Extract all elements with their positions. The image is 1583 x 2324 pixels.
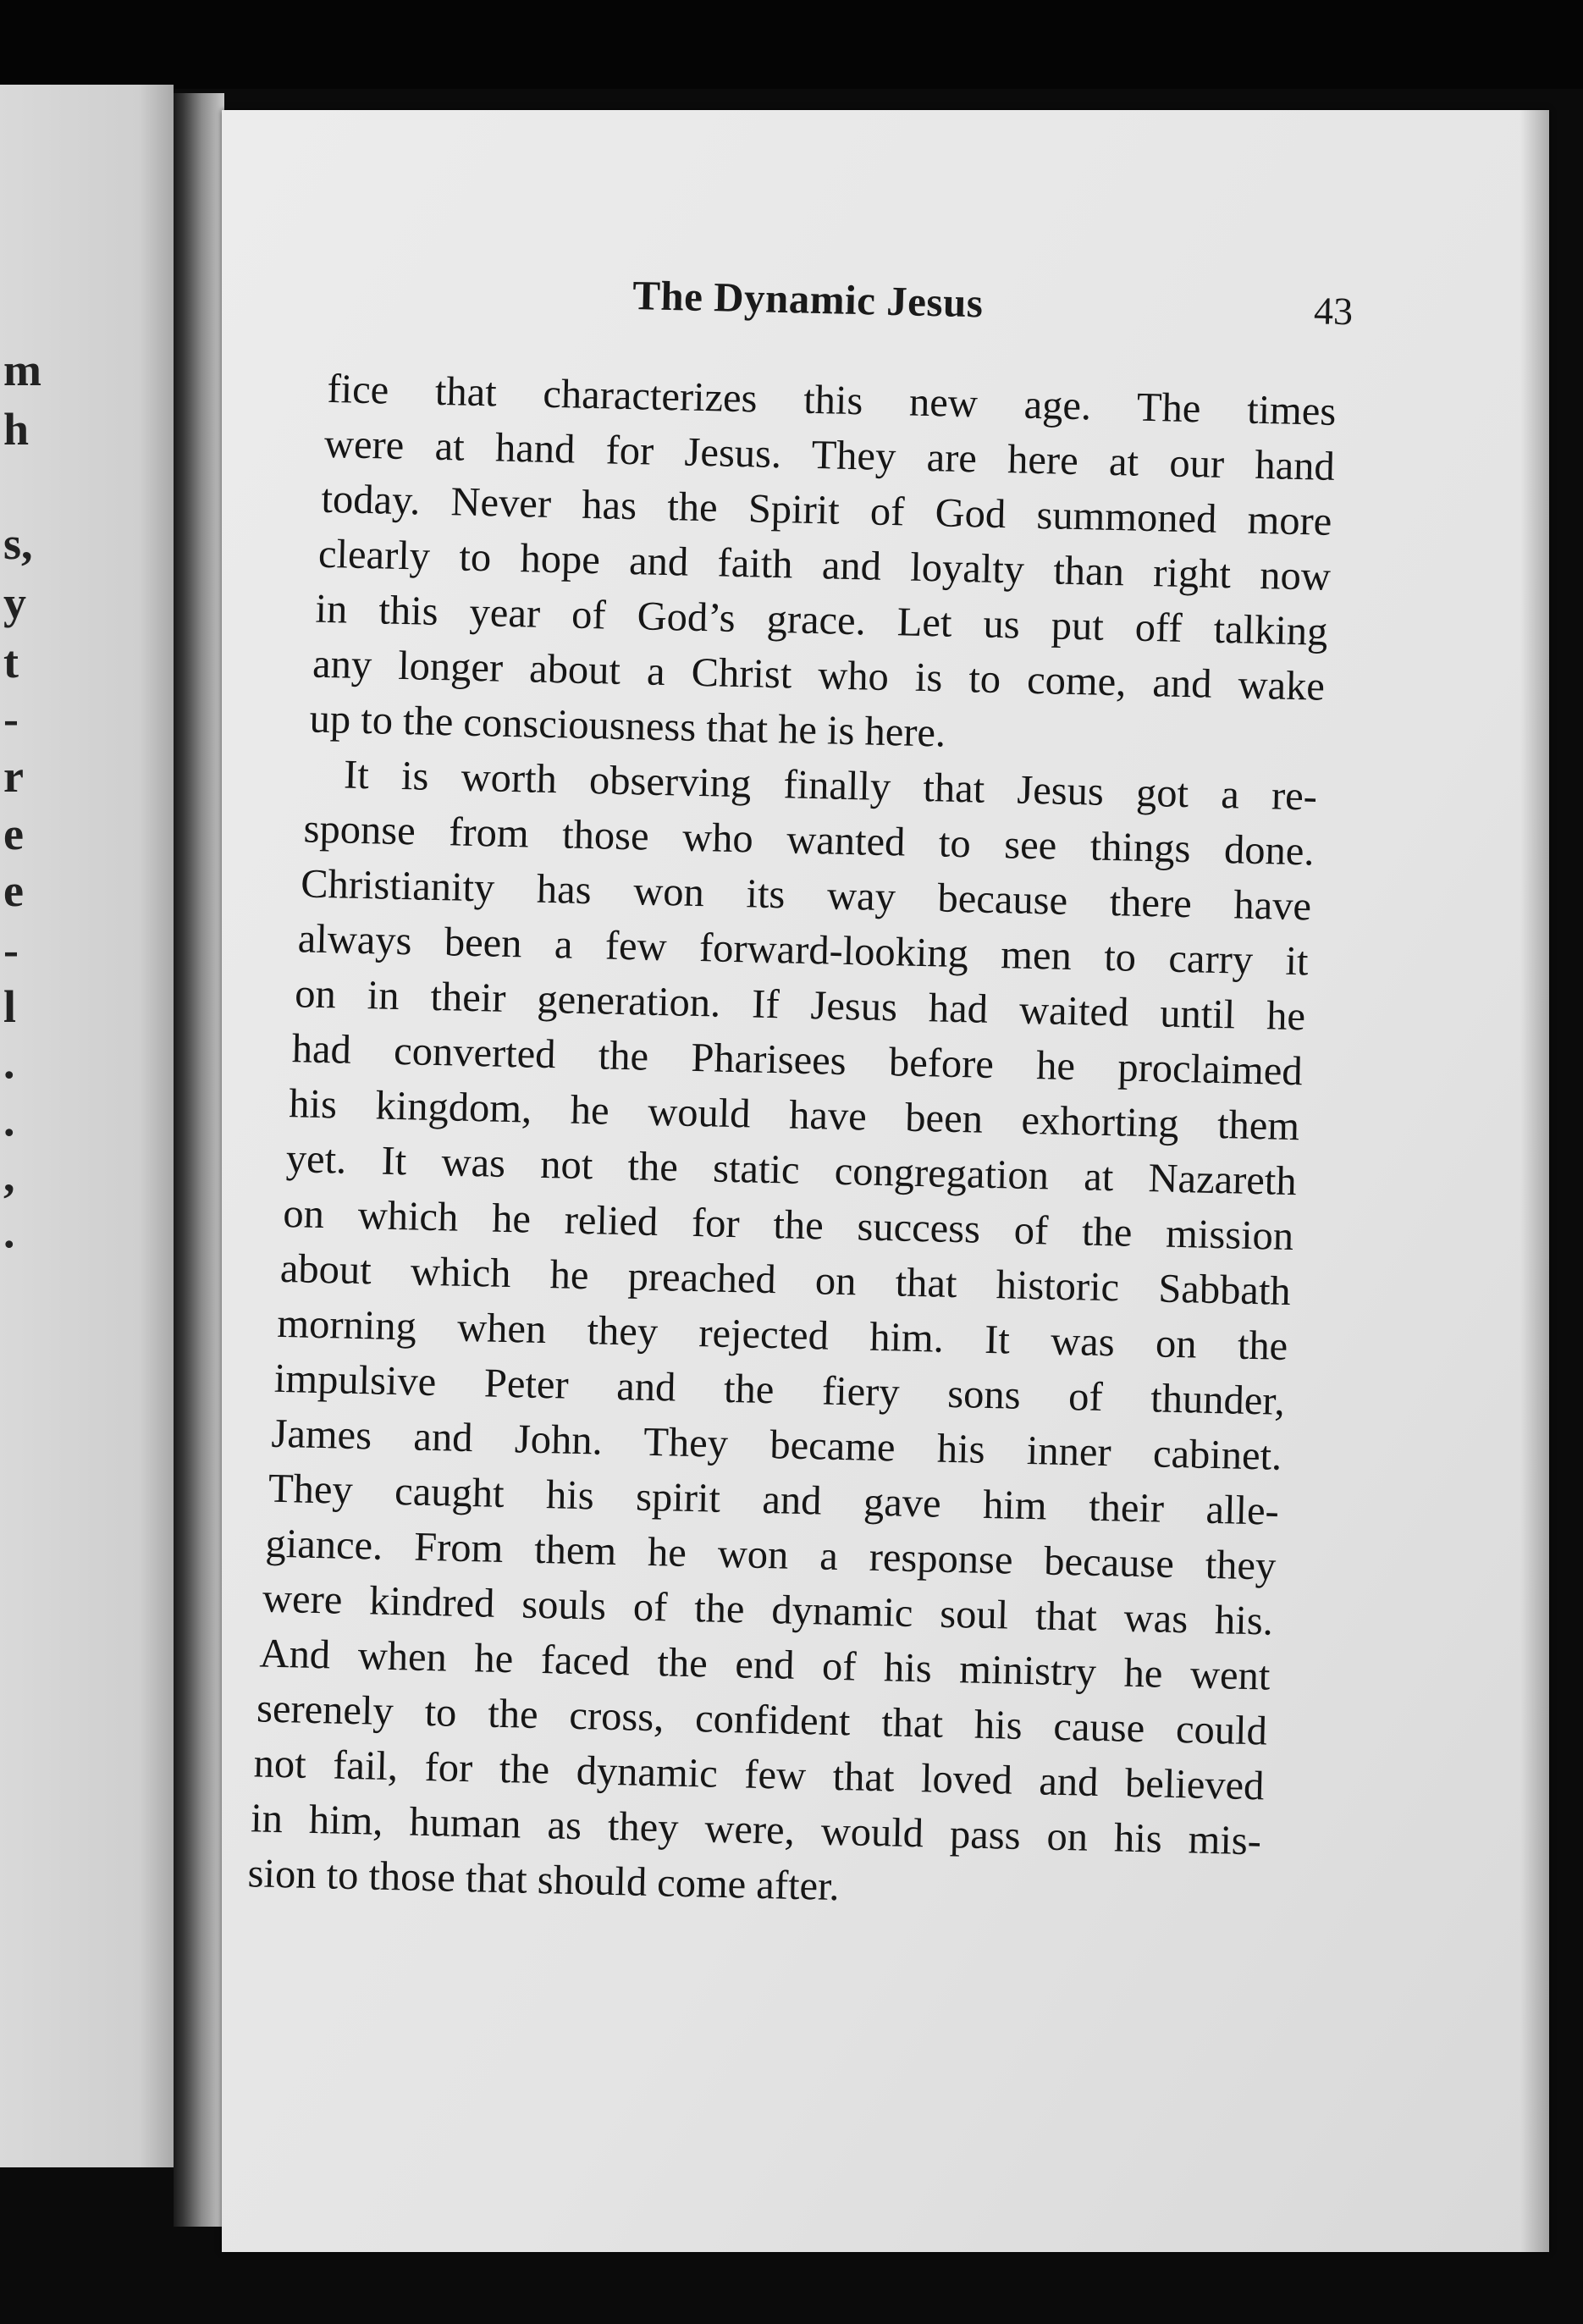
left-fragment: h xyxy=(3,404,30,455)
text-line: in this year of God’s grace. Let us put off talking xyxy=(315,586,1328,654)
text-line: serenely to the cross, confident that his cause could xyxy=(256,1686,1268,1754)
left-fragment: e xyxy=(3,865,24,916)
text-line: sponse from those who wanted to see things done. xyxy=(303,806,1315,875)
text-line: were at hand for Jesus. They are here at our hand xyxy=(323,421,1336,489)
left-fragment: . xyxy=(3,1206,15,1257)
page-number: 43 xyxy=(1313,289,1354,334)
text-line: today. Never has the Spirit of God summoned more xyxy=(321,476,1332,544)
text-line: on which he relied for the success of the mission xyxy=(282,1190,1294,1260)
text-line: sion to those that should come after. xyxy=(247,1851,841,1910)
text-line: morning when they rejected him. It was on the xyxy=(276,1300,1288,1369)
text-line: clearly to hope and faith and loyalty than right now xyxy=(317,531,1332,599)
left-fragment: - xyxy=(3,925,19,975)
text-line: And when he faced the end of his ministry he went xyxy=(259,1631,1271,1699)
left-fragment: - xyxy=(3,693,19,744)
book-page xyxy=(222,110,1549,2252)
text-line: up to the consciousness that he is here. xyxy=(309,696,946,756)
text-line: any longer about a Christ who is to come, and wake xyxy=(312,641,1326,709)
text-line: his kingdom, he would have been exhorting them xyxy=(288,1081,1300,1150)
text-line: on in their generation. If Jesus had waited until he xyxy=(294,971,1306,1040)
left-fragment: y xyxy=(3,577,26,628)
book-gutter xyxy=(174,93,224,2227)
text-line: Christianity has won its way because there have xyxy=(300,861,1312,930)
text-line: had converted the Pharisees before he proclaimed xyxy=(291,1026,1304,1095)
left-fragment: e xyxy=(3,809,24,859)
text-line: impulsive Peter and the fiery sons of thunder, xyxy=(273,1355,1286,1424)
facing-page-edge xyxy=(0,85,174,2167)
text-line: fice that characterizes this new age. The times xyxy=(326,366,1337,434)
left-fragment: l xyxy=(3,981,17,1032)
text-line: giance. From them he won a response because they xyxy=(265,1521,1277,1589)
text-line: were kindred souls of the dynamic soul that was his. xyxy=(262,1576,1274,1644)
running-head xyxy=(632,271,1395,334)
text-line: always been a few forward-looking men to carry it xyxy=(297,916,1310,985)
left-fragment: m xyxy=(3,345,41,395)
left-fragment: r xyxy=(3,751,24,802)
text-line: about which he preached on that historic Sabbath xyxy=(279,1245,1292,1314)
left-fragment: . xyxy=(3,1037,15,1088)
scan-border xyxy=(0,0,1583,89)
text-line: not fail, for the dynamic few that loved and believed xyxy=(253,1741,1265,1809)
left-fragment: s, xyxy=(3,518,33,569)
text-line: They caught his spirit and gave him their alle- xyxy=(268,1466,1280,1534)
left-fragment: . xyxy=(3,1095,15,1145)
text-line: James and John. They became his inner cabinet. xyxy=(270,1410,1282,1479)
left-fragment: t xyxy=(3,637,19,687)
text-line: It is worth observing finally that Jesus got a re- xyxy=(343,752,1318,820)
left-fragment: , xyxy=(3,1151,15,1201)
running-title: The Dynamic Jesus xyxy=(632,271,985,327)
text-line: yet. It was not the static congregation at Nazareth xyxy=(285,1136,1298,1205)
text-line: in him, human as they were, would pass on his mis- xyxy=(250,1796,1262,1864)
